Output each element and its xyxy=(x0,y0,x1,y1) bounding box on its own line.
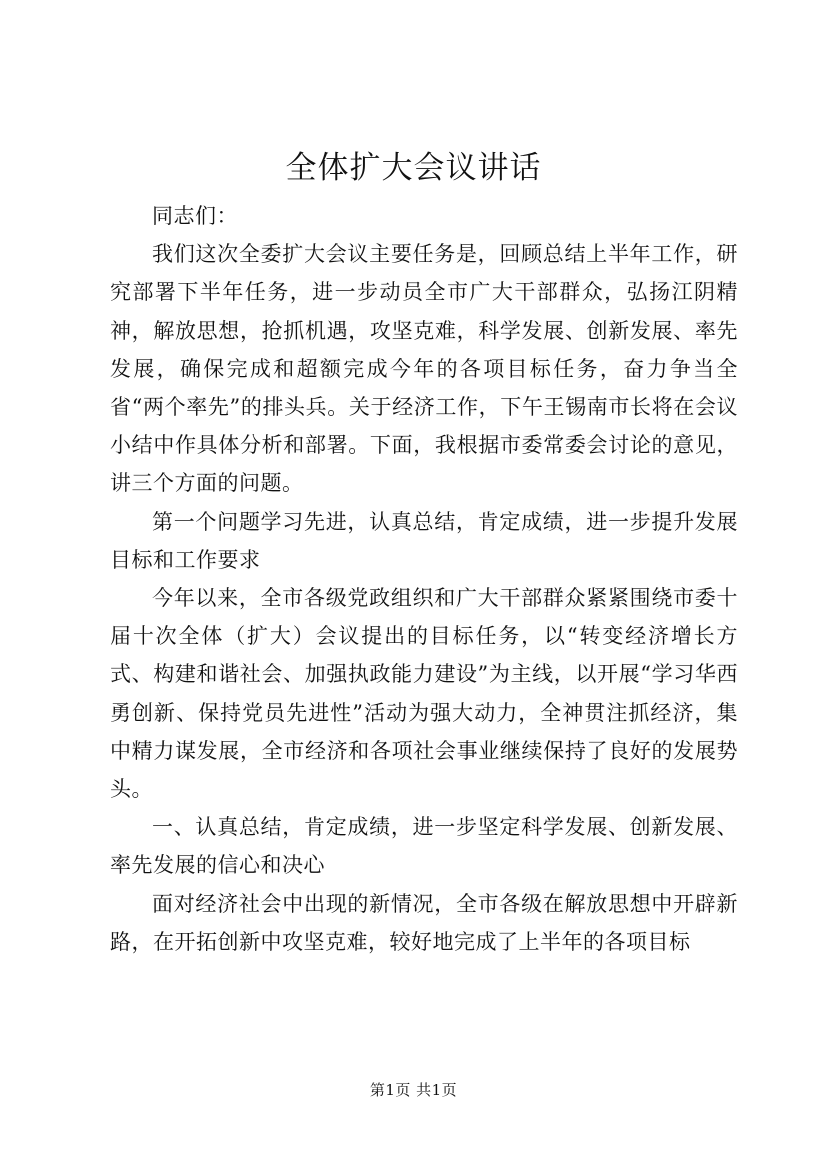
paragraph-intro: 我们这次全委扩大会议主要任务是，回顾总结上半年工作，研究部署下半年任务，进一步动员全市广大干部群众，弘扬江阴精神，解放思想，抢抓机遇，攻坚克难，科学发展、创新发展、率先发展，确保完成和超额完成今年的各项目标任务，奋力争当全省“两个率先”的排头兵。关于经济工作，下午王锡南市长将在会议小结中作具体分析和部署。下面，我根据市委常委会讨论的意见，讲三个方面的问题。 xyxy=(110,242,738,496)
paragraph-section-one-heading: 一、认真总结，肯定成绩，进一步坚定科学发展、创新发展、率先发展的信心和决心 xyxy=(110,815,738,878)
paragraph-progress-summary: 今年以来，全市各级党政组织和广大干部群众紧紧围绕市委十届十次全体（扩大）会议提出的目标任务，以“转变经济增长方式、构建和谐社会、加强执政能力建设”为主线，以开展“学习华西勇创新、保持党员先进性”活动为强大动力，全神贯注抓经济，集中精力谋发展，全市经济和各项社会事业继续保持了良好的发展势头。 xyxy=(110,586,738,802)
paragraph-salutation: 同志们： xyxy=(152,204,238,228)
document-title: 全体扩大会议讲话 xyxy=(285,150,542,186)
paragraph-heading-first-issue: 第一个问题学习先进，认真总结，肯定成绩，进一步提升发展目标和工作要求 xyxy=(110,509,738,572)
paragraph-new-situation: 面对经济社会中出现的新情况，全市各级在解放思想中开辟新路，在开拓创新中攻坚克难，较好地完成了上半年的各项目标 xyxy=(110,891,738,954)
document-body xyxy=(110,197,738,961)
page-number-footer: 第1页 共1页 xyxy=(369,1081,458,1099)
